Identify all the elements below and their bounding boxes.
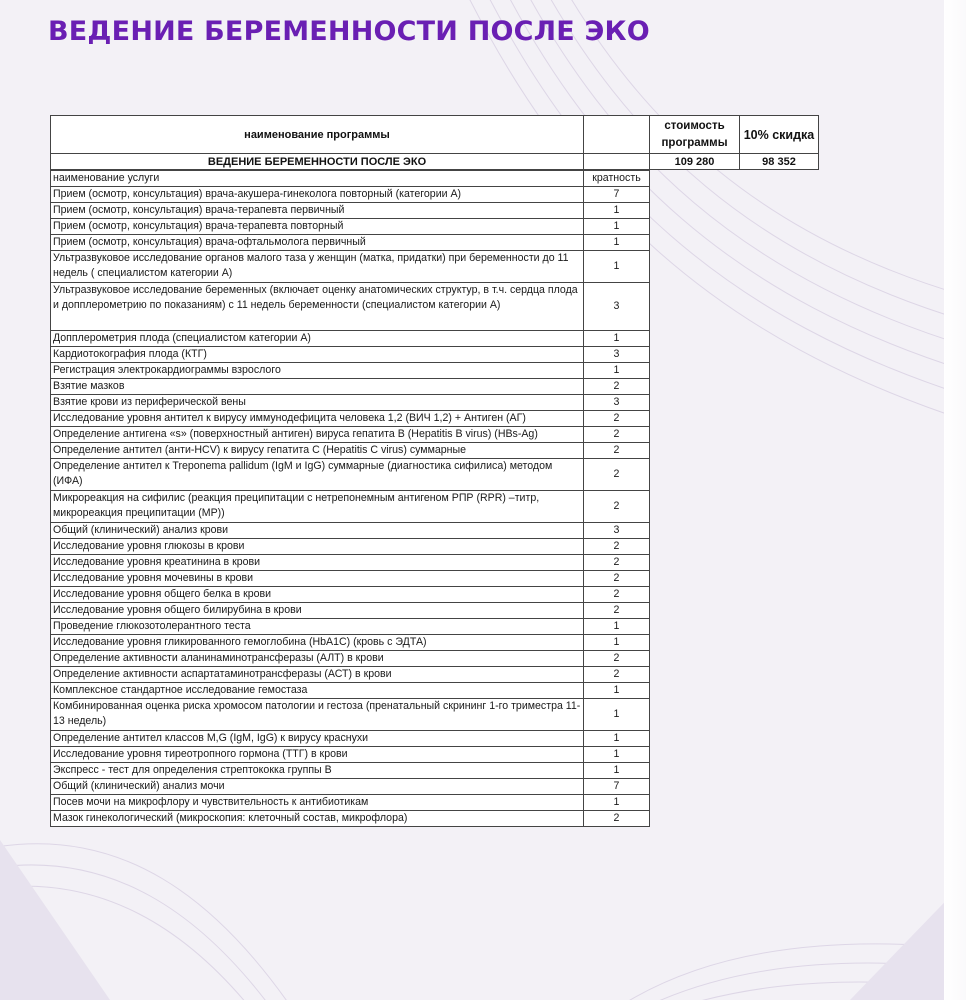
table-row: [51, 491, 650, 523]
service-qty: 1: [584, 747, 650, 763]
service-name: Ультразвуковое исследование органов малого таза у женщин (матка, придатки) при беременности до 11 недель ( специалистом категории А): [51, 251, 584, 283]
table-row: [51, 427, 650, 443]
service-name: Допплерометрия плода (специалистом категории А): [51, 331, 584, 347]
empty-header-cell: [584, 116, 650, 154]
service-qty: 1: [584, 331, 650, 347]
program-name-header: наименование программы: [51, 116, 584, 154]
service-name: Определение активности аспартатаминотрансферазы (АСТ) в крови: [51, 667, 584, 683]
service-qty: 2: [584, 603, 650, 619]
table-row: [51, 571, 650, 587]
services-body: [51, 187, 650, 827]
service-qty: 2: [584, 555, 650, 571]
service-qty-header: кратность: [584, 171, 650, 187]
service-name: Кардиотокография плода (КТГ): [51, 347, 584, 363]
table-row: [51, 203, 650, 219]
service-qty: 1: [584, 635, 650, 651]
service-qty: 1: [584, 763, 650, 779]
service-qty: 7: [584, 779, 650, 795]
service-name: Прием (осмотр, консультация) врача-офтальмолога первичный: [51, 235, 584, 251]
table-row: [51, 603, 650, 619]
program-price-value: 109 280: [650, 154, 740, 170]
table-row: [51, 347, 650, 363]
service-name: Взятие крови из периферической вены: [51, 395, 584, 411]
service-qty: 1: [584, 619, 650, 635]
table-row: [51, 587, 650, 603]
service-name: Определение антител классов M,G (IgM, IgG) к вирусу краснухи: [51, 731, 584, 747]
service-qty: 2: [584, 539, 650, 555]
table-row: [51, 251, 650, 283]
table-row: [51, 555, 650, 571]
service-name: Общий (клинический) анализ крови: [51, 523, 584, 539]
service-qty: 1: [584, 795, 650, 811]
service-name: Общий (клинический) анализ мочи: [51, 779, 584, 795]
service-qty: 1: [584, 699, 650, 731]
table-row: [51, 779, 650, 795]
service-qty: 7: [584, 187, 650, 203]
service-name: Взятие мазков: [51, 379, 584, 395]
service-qty: 2: [584, 667, 650, 683]
table-row: [51, 699, 650, 731]
service-qty: 2: [584, 459, 650, 491]
service-qty: 1: [584, 235, 650, 251]
service-qty: 2: [584, 491, 650, 523]
table-row: [51, 187, 650, 203]
service-name: Посев мочи на микрофлору и чувствительность к антибиотикам: [51, 795, 584, 811]
empty-price-cell: [584, 154, 650, 170]
table-row: [51, 795, 650, 811]
table-row: [51, 539, 650, 555]
service-qty: 2: [584, 587, 650, 603]
table-row: [51, 395, 650, 411]
table-row: [51, 731, 650, 747]
table-row: [51, 763, 650, 779]
service-name: Микрореакция на сифилис (реакция преципитации с нетрепонемным антигеном РПР (RPR) –титр, микрореакция преципитации (МР)): [51, 491, 584, 523]
table-row: [51, 331, 650, 347]
service-qty: 1: [584, 251, 650, 283]
service-name: Регистрация электрокардиограммы взрослого: [51, 363, 584, 379]
service-name: Ультразвуковое исследование беременных (включает оценку анатомических структур, в т.ч. сердца плода и допплерометрию по показаниям) с 11 недель беременности (специалистом категории А): [51, 283, 584, 331]
services-table: [50, 170, 650, 827]
table-row: [51, 747, 650, 763]
service-name: Исследование уровня тиреотропного гормона (ТТГ) в крови: [51, 747, 584, 763]
service-qty: 2: [584, 571, 650, 587]
service-name: Исследование уровня мочевины в крови: [51, 571, 584, 587]
service-name: Определение антител к Treponema pallidum (IgM и IgG) суммарные (диагностика сифилиса) методом (ИФА): [51, 459, 584, 491]
service-name: Определение активности аланинаминотрансферазы (АЛТ) в крови: [51, 651, 584, 667]
service-name: Прием (осмотр, консультация) врача-терапевта первичный: [51, 203, 584, 219]
service-qty: 1: [584, 731, 650, 747]
table-row: [51, 459, 650, 491]
service-name: Мазок гинекологический (микроскопия: клеточный состав, микрофлора): [51, 811, 584, 827]
service-qty: 3: [584, 395, 650, 411]
table-row: [51, 667, 650, 683]
service-qty: 2: [584, 427, 650, 443]
table-row: [51, 811, 650, 827]
service-qty: 3: [584, 283, 650, 331]
table-row: [51, 235, 650, 251]
service-qty: 2: [584, 651, 650, 667]
table-row: [51, 411, 650, 427]
service-name: Комплексное стандартное исследование гемостаза: [51, 683, 584, 699]
service-name: Исследование уровня креатинина в крови: [51, 555, 584, 571]
service-qty: 1: [584, 363, 650, 379]
table-row: [51, 619, 650, 635]
service-qty: 1: [584, 203, 650, 219]
service-name: Определение антигена «s» (поверхностный антиген) вируса гепатита В (Hepatitis B virus) (HBs-Ag): [51, 427, 584, 443]
discount-header: 10% скидка: [740, 116, 819, 154]
service-qty: 1: [584, 219, 650, 235]
service-name: Прием (осмотр, консультация) врача-акушера-гинеколога повторный (категории А): [51, 187, 584, 203]
discount-price-value: 98 352: [740, 154, 819, 170]
service-qty: 2: [584, 443, 650, 459]
service-name: Исследование уровня гликированного гемоглобина (HbA1C) (кровь с ЭДТА): [51, 635, 584, 651]
table-row: [51, 363, 650, 379]
program-header-row: [51, 116, 819, 154]
program-price-header: стоимость программы: [650, 116, 740, 154]
service-name: Исследование уровня общего белка в крови: [51, 587, 584, 603]
service-name: Экспресс - тест для определения стрептококка группы В: [51, 763, 584, 779]
service-name: Прием (осмотр, консультация) врача-терапевта повторный: [51, 219, 584, 235]
table-row: [51, 443, 650, 459]
service-name: Определение антител (анти-HCV) к вирусу гепатита С (Hepatitis C virus) суммарные: [51, 443, 584, 459]
service-qty: 3: [584, 523, 650, 539]
table-row: [51, 379, 650, 395]
service-name: Исследование уровня антител к вирусу иммунодефицита человека 1,2 (ВИЧ 1,2) + Антиген (АГ): [51, 411, 584, 427]
table-row: [51, 635, 650, 651]
service-name: Исследование уровня глюкозы в крови: [51, 539, 584, 555]
page-title: ВЕДЕНИЕ БЕРЕМЕННОСТИ ПОСЛЕ ЭКО: [48, 16, 650, 47]
table-row: [51, 523, 650, 539]
service-qty: 3: [584, 347, 650, 363]
program-title-cell: ВЕДЕНИЕ БЕРЕМЕННОСТИ ПОСЛЕ ЭКО: [51, 154, 584, 170]
page-edge: [944, 0, 966, 1000]
table-row: [51, 683, 650, 699]
service-qty: 2: [584, 811, 650, 827]
service-qty: 2: [584, 379, 650, 395]
service-name: Комбинированная оценка риска хромосом патологии и гестоза (пренатальный скрининг 1-го триместра 11-13 недель): [51, 699, 584, 731]
program-header-table: [50, 115, 819, 170]
service-name-header: наименование услуги: [51, 171, 584, 187]
table-row: [51, 283, 650, 331]
program-price-row: [51, 154, 819, 170]
service-qty: 2: [584, 411, 650, 427]
service-qty: 1: [584, 683, 650, 699]
services-header-row: [51, 171, 650, 187]
table-row: [51, 219, 650, 235]
service-name: Проведение глюкозотолерантного теста: [51, 619, 584, 635]
table-row: [51, 651, 650, 667]
service-name: Исследование уровня общего билирубина в крови: [51, 603, 584, 619]
